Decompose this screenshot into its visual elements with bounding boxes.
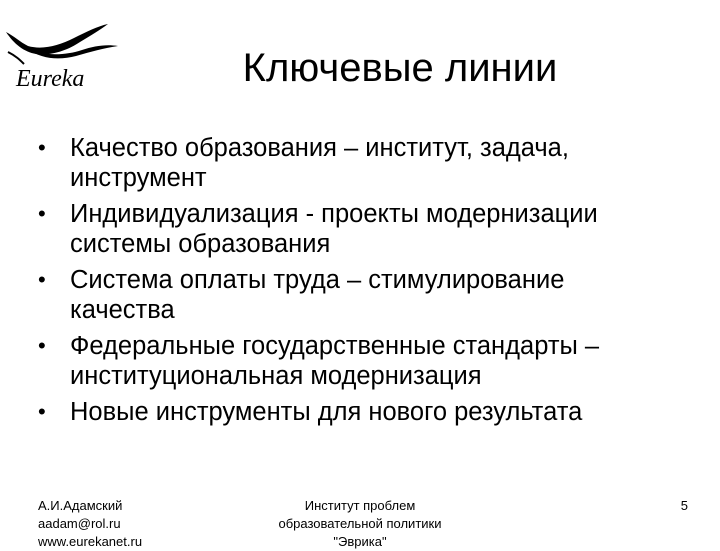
eureka-bird-icon — [2, 22, 120, 94]
bullet-icon: • — [38, 399, 46, 424]
bullet-text-line: институциональная модернизация — [70, 362, 482, 390]
bullet-text-line: системы образования — [70, 230, 331, 258]
bullet-text-line: Индивидуализация - проекты модернизации — [70, 200, 598, 228]
bullet-icon: • — [38, 333, 46, 358]
bullet-text-line: Федеральные государственные стандарты – — [70, 332, 600, 360]
bullet-icon: • — [38, 135, 46, 160]
bird-tail-stroke — [8, 52, 24, 64]
bullet-text-line: инструмент — [70, 164, 207, 192]
bullet-text-line: Качество образования – институт, задача, — [70, 134, 569, 162]
bullet-text-line: Система оплаты труда – стимулирование — [70, 266, 565, 294]
bullet-text-line: качества — [70, 296, 175, 324]
logo-text: Eureka — [16, 66, 85, 92]
slide-title: Ключевые линии — [242, 46, 558, 90]
footer-email: aadam@rol.ru — [38, 516, 121, 531]
footer-website: www.eurekanet.ru — [38, 534, 143, 549]
footer-institute-block — [255, 497, 465, 551]
footer-author-block — [38, 497, 142, 551]
bullet-icon: • — [38, 267, 46, 292]
footer-author: А.И.Адамский — [38, 498, 123, 513]
footer-institute-line: "Эврика" — [333, 534, 387, 549]
bullet-item — [38, 199, 698, 259]
eureka-logo — [2, 22, 120, 94]
bullet-text-line: Новые инструменты для нового результата — [70, 398, 583, 426]
bullet-list — [38, 133, 698, 433]
bullet-icon: • — [38, 201, 46, 226]
footer-institute-line: Институт проблем — [304, 498, 416, 513]
footer-institute-line: образовательной политики — [278, 516, 442, 531]
bullet-item — [38, 133, 698, 193]
page-number: 5 — [680, 498, 688, 513]
bullet-item — [38, 265, 698, 325]
bullet-item — [38, 331, 698, 391]
bullet-item — [38, 397, 698, 427]
